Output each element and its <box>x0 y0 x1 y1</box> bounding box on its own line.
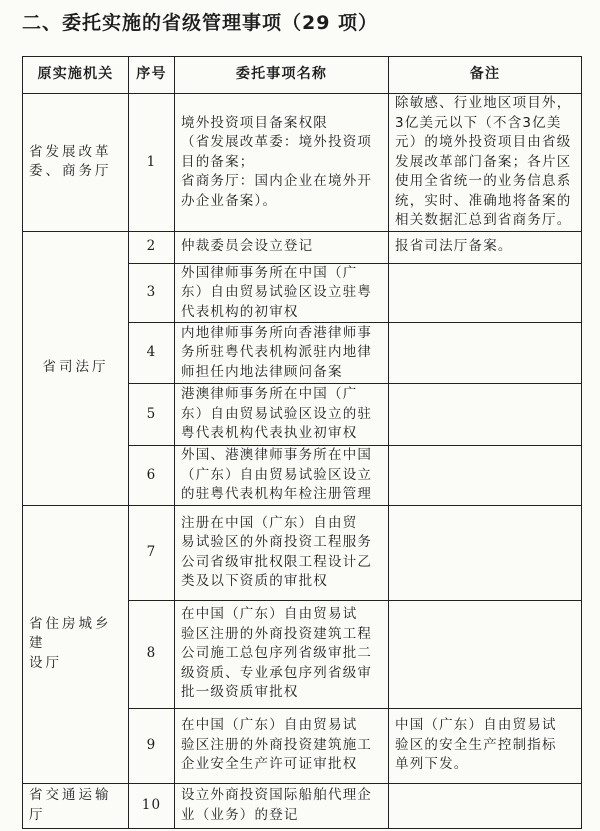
item-name-cell: 外国律师事务所在中国（广 东）自由贸易试验区设立驻粤 代表机构的初审权 <box>175 263 389 323</box>
number-cell: 10 <box>129 783 175 828</box>
item-name-cell: 港澳律师事务所在中国（广 东）自由贸易试验区设立的驻 粤代表机构代表执业初审权 <box>175 384 389 446</box>
number-cell: 3 <box>129 263 175 323</box>
org-cell: 省发展改革 委、商务厅 <box>23 94 129 232</box>
note-cell <box>389 600 582 708</box>
org-cell: 省住房城乡建 设厅 <box>23 505 129 783</box>
item-name-cell: 仲裁委员会设立登记 <box>175 231 389 263</box>
note-cell <box>389 323 582 384</box>
header-name: 委托事项名称 <box>175 57 389 94</box>
number-cell: 8 <box>129 600 175 708</box>
number-cell: 6 <box>129 446 175 506</box>
note-cell <box>389 505 582 600</box>
note-cell <box>389 446 582 506</box>
delegated-items-table <box>22 56 582 829</box>
number-cell: 5 <box>129 384 175 446</box>
item-name-cell: 内地律师事务所向香港律师事 务所驻粤代表机构派驻内地律 师担任内地法律顾问备案 <box>175 323 389 384</box>
item-name-cell: 境外投资项目备案权限 （省发展改革委：境外投资项 目的备案； 省商务厅：国内企业在境外开 办企业备案）。 <box>175 94 389 232</box>
note-cell: 除敏感、行业地区项目外， 3亿美元以下（不含3亿美 元）的境外投资项目由省级 发展改革部门备案；各片区 使用全省统一的业务信息系 统，实时、准确地将备案的 相关数据汇总到省商务厅。 <box>389 94 582 232</box>
org-cell: 省司法厅 <box>23 231 129 505</box>
note-cell: 中国（广东）自由贸易试 验区的安全生产控制指标 单列下发。 <box>389 708 582 783</box>
item-name-cell: 在中国（广东）自由贸易试 验区注册的外商投资建筑工程 公司施工总包序列省级审批二 级资质、专业承包序列省级审 批一级资质审批权 <box>175 600 389 708</box>
number-cell: 1 <box>129 94 175 232</box>
number-cell: 4 <box>129 323 175 384</box>
number-cell: 2 <box>129 231 175 263</box>
item-name-cell: 外国、港澳律师事务所在中国 （广东）自由贸易试验区设立 的驻粤代表机构年检注册管理 <box>175 446 389 506</box>
org-cell: 省交通运输厅 <box>23 783 129 828</box>
number-cell: 9 <box>129 708 175 783</box>
item-name-cell: 在中国（广东）自由贸易试 验区注册的外商投资建筑施工 企业安全生产许可证审批权 <box>175 708 389 783</box>
header-note: 备注 <box>389 57 582 94</box>
table-row <box>23 231 582 263</box>
table-row <box>23 783 582 828</box>
table-row <box>23 94 582 232</box>
note-cell: 报省司法厅备案。 <box>389 231 582 263</box>
item-name-cell: 注册在中国（广东）自由贸 易试验区的外商投资工程服务 公司省级审批权限工程设计乙 类及以下资质的审批权 <box>175 505 389 600</box>
header-no: 序号 <box>129 57 175 94</box>
item-name-cell: 设立外商投资国际船舶代理企 业（业务）的登记 <box>175 783 389 828</box>
section-title: 二、委托实施的省级管理事项（29 项） <box>22 12 379 34</box>
header-org: 原实施机关 <box>23 57 129 94</box>
number-cell: 7 <box>129 505 175 600</box>
note-cell <box>389 783 582 828</box>
note-cell <box>389 263 582 323</box>
table-row <box>23 505 582 600</box>
note-cell <box>389 384 582 446</box>
table-header-row <box>23 57 582 94</box>
